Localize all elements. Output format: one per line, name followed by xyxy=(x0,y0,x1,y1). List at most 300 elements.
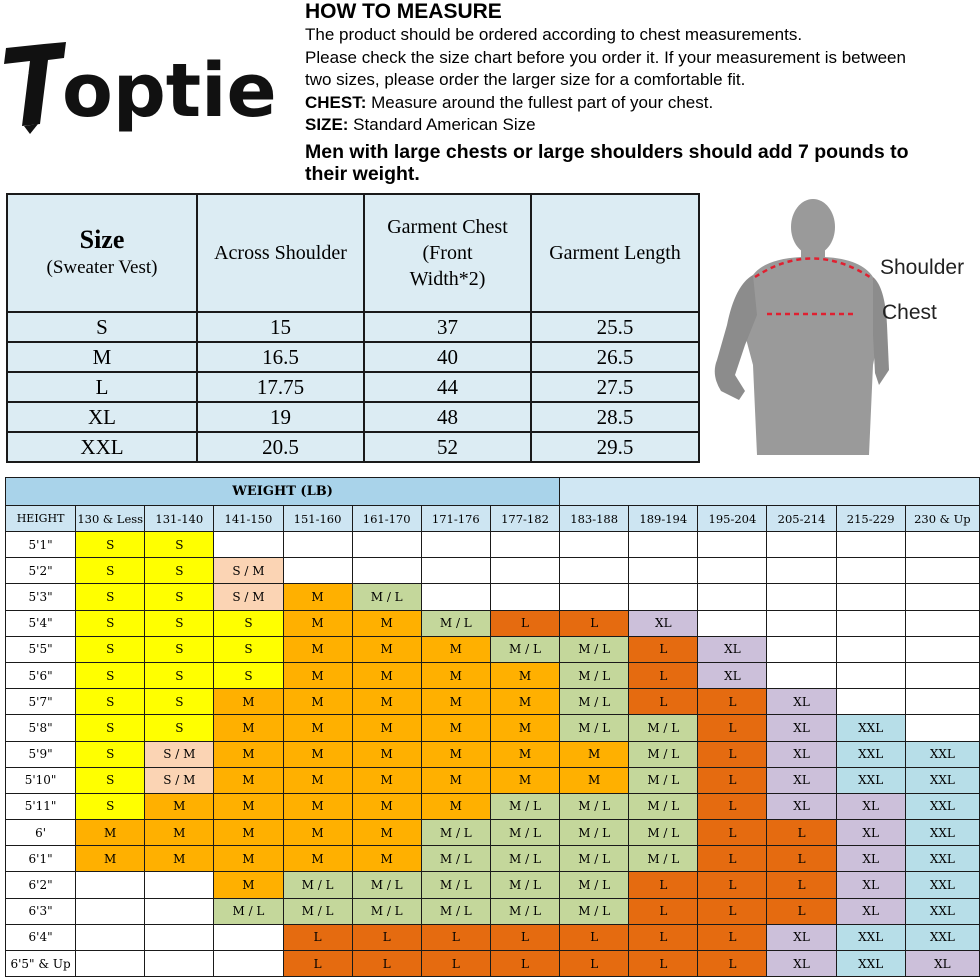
size-recommendation-cell xyxy=(836,584,905,610)
size-recommendation-cell xyxy=(836,662,905,688)
size-recommendation-cell xyxy=(629,532,698,558)
size-recommendation-cell: M xyxy=(352,741,421,767)
height-label: 5'5" xyxy=(6,636,76,662)
size-recommendation-cell: L xyxy=(560,924,629,950)
chest-cell: 44 xyxy=(364,372,531,402)
size-recommendation-cell xyxy=(629,584,698,610)
size-recommendation-cell: L xyxy=(767,898,836,924)
size-cell: S xyxy=(7,312,197,342)
shoulder-cell: 15 xyxy=(197,312,364,342)
height-row xyxy=(6,951,980,977)
size-recommendation-cell xyxy=(145,924,214,950)
size-recommendation-cell: M / L xyxy=(629,741,698,767)
size-recommendation-cell: L xyxy=(490,924,559,950)
size-recommendation-cell xyxy=(836,532,905,558)
size-recommendation-cell: M xyxy=(421,741,490,767)
height-label: 6'3" xyxy=(6,898,76,924)
warning-line-2: their weight. xyxy=(305,162,420,185)
size-recommendation-cell: M xyxy=(352,689,421,715)
height-label: 5'1" xyxy=(6,532,76,558)
toptie-logo-mark xyxy=(4,34,278,134)
height-row xyxy=(6,715,980,741)
size-recommendation-cell: M xyxy=(214,872,283,898)
size-recommendation-cell: M xyxy=(76,820,145,846)
size-recommendation-cell: XL xyxy=(836,846,905,872)
body-measurement-figure xyxy=(705,195,980,457)
weight-header-spacer xyxy=(560,478,980,506)
size-recommendation-cell xyxy=(905,636,979,662)
size-recommendation-cell: M xyxy=(352,662,421,688)
height-label: 5'3" xyxy=(6,584,76,610)
size-table-row xyxy=(7,372,699,402)
size-recommendation-cell xyxy=(905,689,979,715)
height-label: 6'2" xyxy=(6,872,76,898)
size-recommendation-cell: L xyxy=(698,951,767,977)
shoulder-cell: 17.75 xyxy=(197,372,364,402)
size-recommendation-cell: M / L xyxy=(560,872,629,898)
size-recommendation-cell: L xyxy=(698,741,767,767)
size-recommendation-cell: L xyxy=(629,636,698,662)
size-recommendation-cell: S xyxy=(76,741,145,767)
size-recommendation-cell: XL xyxy=(698,662,767,688)
chest-header-line-1: Garment Chest xyxy=(387,216,508,238)
height-row xyxy=(6,636,980,662)
size-recommendation-cell: M xyxy=(76,846,145,872)
weight-column-header: 215-229 xyxy=(836,506,905,532)
size-recommendation-cell: M xyxy=(214,820,283,846)
size-recommendation-cell: XXL xyxy=(905,872,979,898)
length-cell: 29.5 xyxy=(531,432,699,462)
size-recommendation-cell xyxy=(767,532,836,558)
size-recommendation-cell: M xyxy=(352,636,421,662)
height-label: 5'6" xyxy=(6,662,76,688)
size-recommendation-cell: M xyxy=(490,767,559,793)
size-recommendation-cell: XL xyxy=(836,820,905,846)
size-recommendation-cell xyxy=(352,532,421,558)
size-recommendation-cell: M / L xyxy=(490,636,559,662)
size-recommendation-cell xyxy=(490,532,559,558)
size-recommendation-cell: XXL xyxy=(905,741,979,767)
size-recommendation-cell: M xyxy=(490,741,559,767)
height-row xyxy=(6,846,980,872)
size-recommendation-cell: XXL xyxy=(905,793,979,819)
size-recommendation-cell xyxy=(836,610,905,636)
size-recommendation-cell: S xyxy=(76,636,145,662)
height-label: 5'2" xyxy=(6,558,76,584)
size-recommendation-cell: M xyxy=(421,636,490,662)
size-recommendation-cell: XXL xyxy=(836,951,905,977)
size-recommendation-cell: M xyxy=(214,767,283,793)
height-row xyxy=(6,898,980,924)
height-row xyxy=(6,610,980,636)
height-label: 5'11" xyxy=(6,793,76,819)
chest-cell: 40 xyxy=(364,342,531,372)
size-column-header xyxy=(7,194,197,312)
size-recommendation-cell: M / L xyxy=(352,872,421,898)
size-recommendation-cell xyxy=(145,951,214,977)
size-recommendation-cell: M / L xyxy=(490,846,559,872)
size-recommendation-cell: XL xyxy=(836,793,905,819)
size-recommendation-cell xyxy=(560,584,629,610)
size-recommendation-cell xyxy=(283,558,352,584)
size-recommendation-cell: XL xyxy=(836,872,905,898)
size-recommendation-cell xyxy=(698,532,767,558)
size-recommendation-cell: M xyxy=(214,715,283,741)
size-table-row xyxy=(7,342,699,372)
size-recommendation-cell: XL xyxy=(767,924,836,950)
logo-wordmark: optie xyxy=(62,48,277,134)
size-recommendation-cell: XL xyxy=(836,898,905,924)
size-recommendation-cell: XL xyxy=(767,741,836,767)
size-recommendation-cell: L xyxy=(698,846,767,872)
size-recommendation-cell xyxy=(352,558,421,584)
size-table-row xyxy=(7,432,699,462)
weight-title: WEIGHT (LB) xyxy=(6,478,560,506)
height-label: 6'4" xyxy=(6,924,76,950)
size-recommendation-cell xyxy=(145,898,214,924)
length-cell: 28.5 xyxy=(531,402,699,432)
height-row xyxy=(6,532,980,558)
size-recommendation-cell: L xyxy=(767,872,836,898)
height-row xyxy=(6,662,980,688)
size-recommendation-cell: L xyxy=(629,924,698,950)
weight-grid-body xyxy=(6,532,980,977)
size-recommendation-cell: M xyxy=(352,820,421,846)
height-label: 5'7" xyxy=(6,689,76,715)
size-recommendation-cell: M / L xyxy=(490,898,559,924)
height-row xyxy=(6,767,980,793)
size-recommendation-cell: M / L xyxy=(560,898,629,924)
length-cell: 26.5 xyxy=(531,342,699,372)
size-recommendation-cell xyxy=(560,558,629,584)
weight-height-grid xyxy=(5,477,980,980)
height-row xyxy=(6,924,980,950)
size-recommendation-cell: S / M xyxy=(214,584,283,610)
size-recommendation-cell: M xyxy=(421,767,490,793)
height-row xyxy=(6,872,980,898)
size-recommendation-cell xyxy=(698,610,767,636)
size-recommendation-cell: M xyxy=(283,689,352,715)
height-label: 6'1" xyxy=(6,846,76,872)
weight-column-header: 151-160 xyxy=(283,506,352,532)
size-header-sub: (Sweater Vest) xyxy=(46,257,158,278)
size-recommendation-cell xyxy=(283,532,352,558)
size-recommendation-cell: L xyxy=(698,767,767,793)
size-table-header xyxy=(7,194,699,312)
size-recommendation-cell: L xyxy=(352,951,421,977)
size-recommendation-cell xyxy=(698,558,767,584)
size-recommendation-cell xyxy=(214,532,283,558)
size-recommendation-cell: XL xyxy=(767,715,836,741)
weight-column-header: 131-140 xyxy=(145,506,214,532)
size-recommendation-cell: S xyxy=(214,636,283,662)
size-recommendation-cell: M / L xyxy=(421,820,490,846)
size-recommendation-cell: L xyxy=(352,924,421,950)
brand-logo xyxy=(4,34,278,134)
size-recommendation-cell xyxy=(836,636,905,662)
size-recommendation-cell: M xyxy=(283,610,352,636)
size-recommendation-cell xyxy=(767,662,836,688)
size-recommendation-cell: M / L xyxy=(490,793,559,819)
size-recommendation-cell xyxy=(836,689,905,715)
warning-line-1: Men with large chests or large shoulders should add 7 pounds to xyxy=(305,140,909,163)
size-recommendation-cell: M / L xyxy=(352,898,421,924)
size-recommendation-cell: M / L xyxy=(421,872,490,898)
size-recommendation-cell: M xyxy=(421,689,490,715)
size-recommendation-cell: M xyxy=(283,767,352,793)
size-recommendation-cell: L xyxy=(698,872,767,898)
size-recommendation-cell: S xyxy=(76,715,145,741)
size-recommendation-cell: XXL xyxy=(836,767,905,793)
size-recommendation-cell: M / L xyxy=(560,715,629,741)
weight-header-row xyxy=(6,478,980,506)
size-instruction xyxy=(305,114,980,137)
size-recommendation-cell: M / L xyxy=(283,872,352,898)
chest-column-header xyxy=(364,194,531,312)
size-recommendation-cell xyxy=(145,872,214,898)
size-recommendation-cell xyxy=(214,924,283,950)
size-recommendation-cell: L xyxy=(560,610,629,636)
size-recommendation-cell: M / L xyxy=(629,820,698,846)
chest-cell: 37 xyxy=(364,312,531,342)
how-to-measure-title: HOW TO MEASURE xyxy=(305,0,502,23)
size-recommendation-cell: S xyxy=(76,767,145,793)
size-recommendation-cell: M / L xyxy=(283,898,352,924)
length-cell: 27.5 xyxy=(531,372,699,402)
length-column-header: Garment Length xyxy=(531,194,699,312)
chest-cell: 52 xyxy=(364,432,531,462)
size-recommendation-cell: S xyxy=(76,558,145,584)
size-recommendation-cell: XXL xyxy=(905,898,979,924)
size-recommendation-cell: XL xyxy=(905,951,979,977)
size-label: SIZE: xyxy=(305,115,349,134)
weight-column-header: 195-204 xyxy=(698,506,767,532)
weight-column-header: 183-188 xyxy=(560,506,629,532)
size-recommendation-cell: L xyxy=(698,793,767,819)
size-recommendation-cell: L xyxy=(629,951,698,977)
weight-column-header: 141-150 xyxy=(214,506,283,532)
size-recommendation-cell xyxy=(629,558,698,584)
size-header-main: Size xyxy=(79,225,125,254)
how-to-measure xyxy=(305,0,980,185)
chest-header-line-2: (Front xyxy=(422,242,473,264)
size-recommendation-cell: M xyxy=(283,662,352,688)
size-recommendation-cell: M / L xyxy=(560,636,629,662)
chest-header-line-3: Width*2) xyxy=(409,268,486,290)
size-recommendation-cell: XXL xyxy=(836,715,905,741)
size-recommendation-cell: S xyxy=(76,584,145,610)
size-recommendation-cell: S xyxy=(145,715,214,741)
size-recommendation-cell: L xyxy=(560,951,629,977)
size-recommendation-cell: S xyxy=(214,662,283,688)
size-recommendation-cell: L xyxy=(698,689,767,715)
size-recommendation-cell xyxy=(76,951,145,977)
size-recommendation-cell: M xyxy=(490,715,559,741)
size-recommendation-cell: M xyxy=(145,820,214,846)
size-recommendation-cell: M xyxy=(490,689,559,715)
size-recommendation-cell xyxy=(698,584,767,610)
size-recommendation-cell: L xyxy=(629,872,698,898)
size-recommendation-cell: M / L xyxy=(490,872,559,898)
shoulder-cell: 20.5 xyxy=(197,432,364,462)
size-recommendation-cell: XXL xyxy=(905,820,979,846)
shoulder-cell: 19 xyxy=(197,402,364,432)
size-recommendation-cell: M xyxy=(214,793,283,819)
size-recommendation-cell: M xyxy=(214,846,283,872)
size-recommendation-cell: S xyxy=(76,610,145,636)
size-recommendation-cell: M xyxy=(352,793,421,819)
height-row xyxy=(6,558,980,584)
size-recommendation-cell: M xyxy=(560,741,629,767)
size-table-row xyxy=(7,402,699,432)
size-recommendation-cell: L xyxy=(283,951,352,977)
size-recommendation-cell: M xyxy=(145,793,214,819)
size-recommendation-cell: S xyxy=(76,689,145,715)
size-recommendation-cell: M xyxy=(421,715,490,741)
size-recommendation-cell: XL xyxy=(767,689,836,715)
size-recommendation-cell xyxy=(490,584,559,610)
instruction-line-3: two sizes, please order the larger size for a comfortable fit. xyxy=(305,70,746,89)
size-recommendation-cell: M xyxy=(421,793,490,819)
size-recommendation-cell xyxy=(767,584,836,610)
height-label: 5'4" xyxy=(6,610,76,636)
size-recommendation-cell: M xyxy=(352,767,421,793)
size-recommendation-cell: XXL xyxy=(836,741,905,767)
weight-column-headers xyxy=(6,506,980,532)
chest-cell: 48 xyxy=(364,402,531,432)
height-column-header: HEIGHT xyxy=(6,506,76,532)
size-recommendation-cell: XL xyxy=(629,610,698,636)
size-table-body xyxy=(7,312,699,462)
size-recommendation-cell xyxy=(214,951,283,977)
size-recommendation-cell: M / L xyxy=(560,689,629,715)
height-row xyxy=(6,793,980,819)
size-recommendation-cell: S / M xyxy=(145,741,214,767)
size-recommendation-cell: M / L xyxy=(421,846,490,872)
size-recommendation-cell: L xyxy=(767,820,836,846)
size-recommendation-cell: S xyxy=(76,532,145,558)
size-recommendation-cell: M / L xyxy=(629,793,698,819)
size-recommendation-cell: S xyxy=(145,689,214,715)
size-recommendation-cell: L xyxy=(421,924,490,950)
size-recommendation-cell xyxy=(421,584,490,610)
size-recommendation-cell: S / M xyxy=(214,558,283,584)
size-recommendation-cell xyxy=(905,532,979,558)
instruction-line-1: The product should be ordered according to chest measurements. xyxy=(305,25,803,44)
weight-warning xyxy=(305,141,980,185)
size-recommendation-cell: M / L xyxy=(490,820,559,846)
size-recommendation-cell: M xyxy=(214,689,283,715)
size-recommendation-cell: XXL xyxy=(905,767,979,793)
weight-column-header: 189-194 xyxy=(629,506,698,532)
size-recommendation-cell: XXL xyxy=(905,846,979,872)
size-recommendation-cell: M xyxy=(352,846,421,872)
size-recommendation-cell: S xyxy=(76,793,145,819)
size-cell: XXL xyxy=(7,432,197,462)
weight-column-header: 171-176 xyxy=(421,506,490,532)
size-recommendation-cell: S xyxy=(145,584,214,610)
size-recommendation-cell xyxy=(905,610,979,636)
weight-column-header: 177-182 xyxy=(490,506,559,532)
size-recommendation-cell: M / L xyxy=(560,793,629,819)
size-recommendation-cell: M / L xyxy=(560,846,629,872)
size-recommendation-cell xyxy=(905,584,979,610)
body-silhouette-icon xyxy=(705,195,980,457)
height-label: 6'5" & Up xyxy=(6,951,76,977)
size-recommendation-cell: M xyxy=(145,846,214,872)
height-label: 5'10" xyxy=(6,767,76,793)
size-recommendation-cell: M xyxy=(490,662,559,688)
height-row xyxy=(6,584,980,610)
size-recommendation-cell: M xyxy=(421,662,490,688)
size-recommendation-cell: XXL xyxy=(836,924,905,950)
size-recommendation-cell: M / L xyxy=(629,767,698,793)
size-recommendation-cell: M xyxy=(352,610,421,636)
size-recommendation-cell: L xyxy=(629,662,698,688)
size-recommendation-cell: M xyxy=(214,741,283,767)
size-recommendation-cell: L xyxy=(490,951,559,977)
weight-size-table xyxy=(5,477,980,977)
size-recommendation-cell: XL xyxy=(767,951,836,977)
size-recommendation-cell: L xyxy=(698,924,767,950)
size-recommendation-cell: S xyxy=(145,610,214,636)
chest-text: Measure around the fullest part of your chest. xyxy=(366,92,714,112)
size-recommendation-cell: XXL xyxy=(905,924,979,950)
size-recommendation-cell xyxy=(421,558,490,584)
size-recommendation-cell xyxy=(767,610,836,636)
chest-instruction xyxy=(305,92,980,115)
size-recommendation-cell: L xyxy=(698,715,767,741)
size-recommendation-cell: XL xyxy=(698,636,767,662)
size-recommendation-cell xyxy=(490,558,559,584)
weight-column-header: 230 & Up xyxy=(905,506,979,532)
size-recommendation-cell: S xyxy=(145,532,214,558)
size-recommendation-cell: L xyxy=(767,846,836,872)
chest-label: CHEST: xyxy=(305,92,367,112)
size-recommendation-cell: M / L xyxy=(352,584,421,610)
size-table-row xyxy=(7,312,699,342)
size-recommendation-cell: M / L xyxy=(629,715,698,741)
size-recommendation-cell: S / M xyxy=(145,767,214,793)
weight-column-header: 161-170 xyxy=(352,506,421,532)
size-recommendation-cell: S xyxy=(76,662,145,688)
size-recommendation-cell: L xyxy=(283,924,352,950)
size-recommendation-cell: M / L xyxy=(560,662,629,688)
size-recommendation-cell xyxy=(421,532,490,558)
height-row xyxy=(6,741,980,767)
size-recommendation-cell: M / L xyxy=(421,610,490,636)
size-recommendation-cell: S xyxy=(214,610,283,636)
size-recommendation-cell: M / L xyxy=(560,820,629,846)
size-recommendation-cell: L xyxy=(698,898,767,924)
length-cell: 25.5 xyxy=(531,312,699,342)
size-recommendation-cell: M / L xyxy=(629,846,698,872)
size-recommendation-cell: M xyxy=(283,715,352,741)
size-cell: L xyxy=(7,372,197,402)
weight-column-header: 205-214 xyxy=(767,506,836,532)
shoulder-cell: 16.5 xyxy=(197,342,364,372)
shoulder-column-header: Across Shoulder xyxy=(197,194,364,312)
size-recommendation-cell xyxy=(767,636,836,662)
height-label: 5'9" xyxy=(6,741,76,767)
size-recommendation-cell: M xyxy=(283,636,352,662)
height-row xyxy=(6,820,980,846)
size-recommendation-cell xyxy=(767,558,836,584)
size-text: Standard American Size xyxy=(348,115,536,134)
size-recommendation-cell: S xyxy=(145,558,214,584)
size-cell: M xyxy=(7,342,197,372)
size-recommendation-cell: L xyxy=(629,689,698,715)
